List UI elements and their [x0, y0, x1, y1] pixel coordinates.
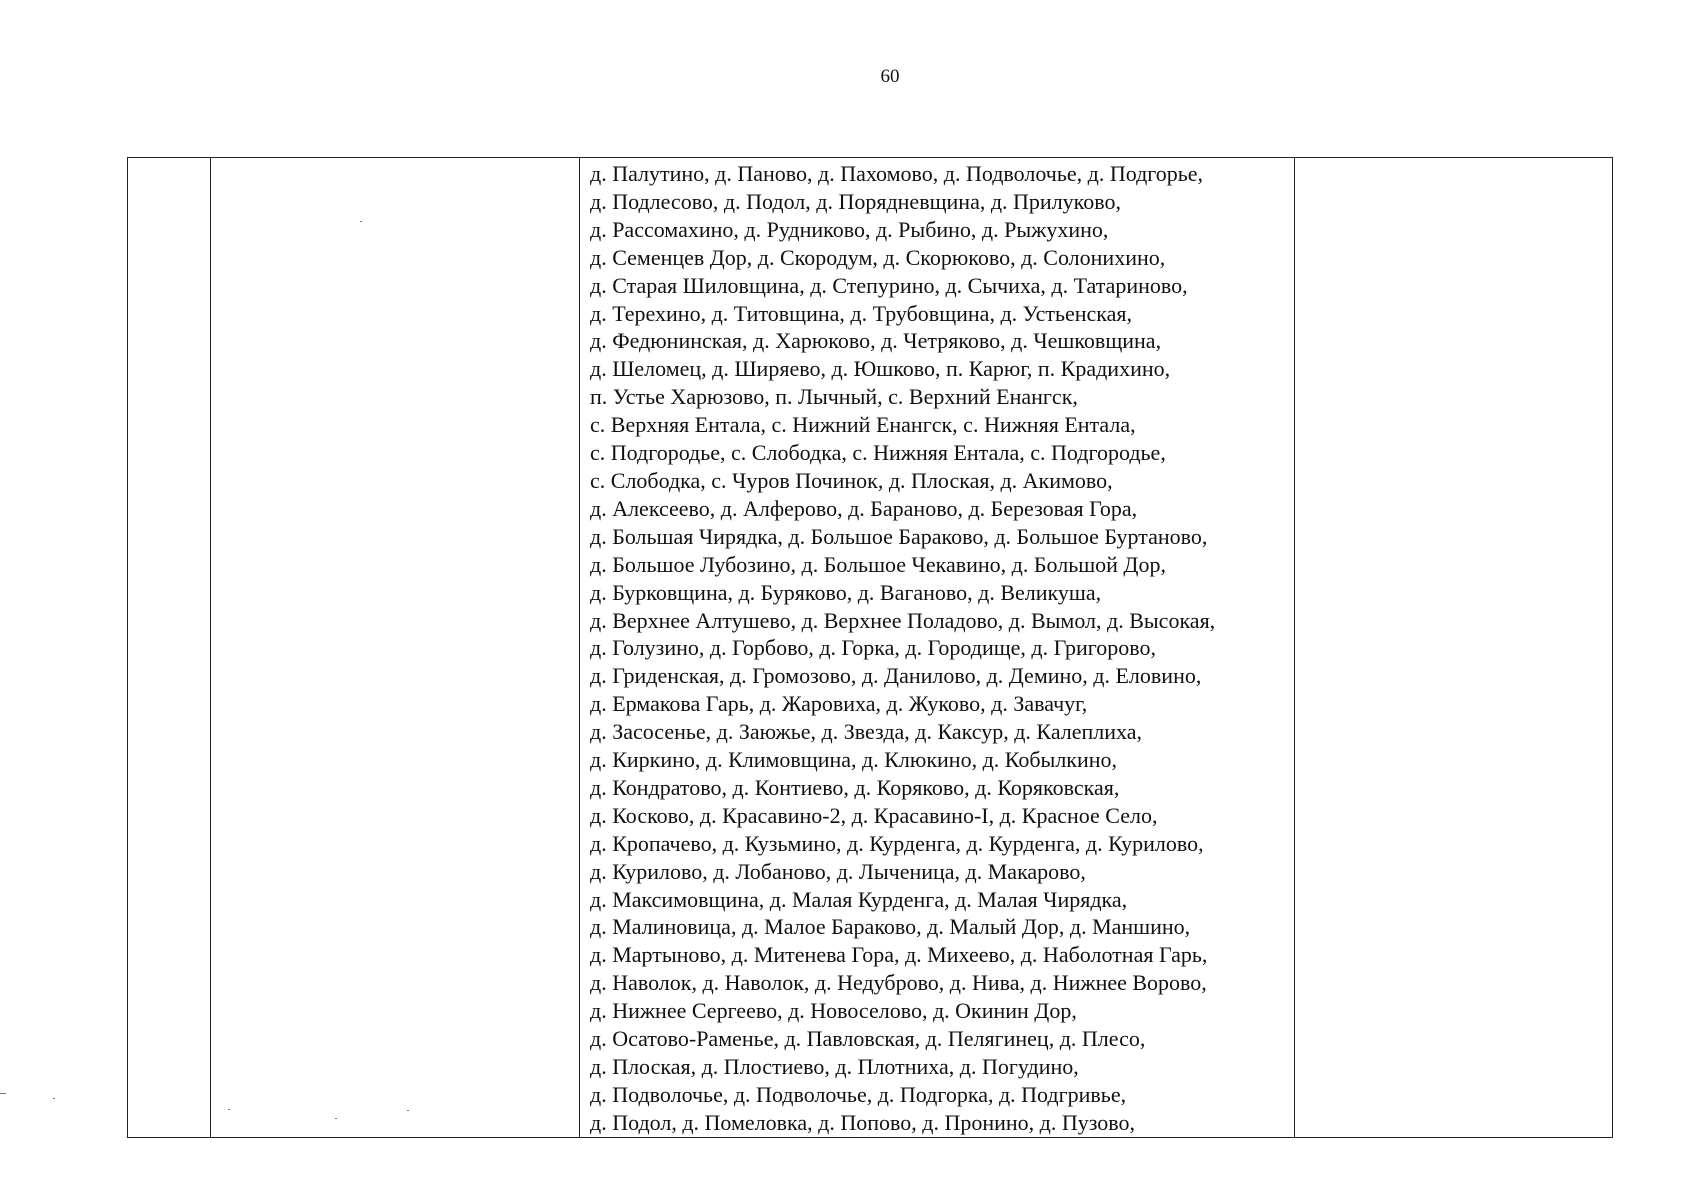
- settlement-list-line: д. Большое Лубозино, д. Большое Чекавино, д. Большой Дор,: [590, 551, 1166, 577]
- scan-speck: [407, 1110, 409, 1111]
- settlement-list-line: д. Голузино, д. Горбово, д. Горка, д. Городище, д. Григорово,: [590, 635, 1156, 661]
- settlement-list-line: п. Устье Харюзово, п. Лычный, с. Верхний Енангск,: [590, 384, 1078, 410]
- table-cell-index: [128, 158, 211, 1138]
- settlement-list-line: с. Верхняя Ентала, с. Нижний Енангск, с. Нижняя Ентала,: [590, 412, 1136, 438]
- table-cell-notes: [1295, 158, 1613, 1138]
- settlement-list-line: д. Осатово-Раменье, д. Павловская, д. Пелягинец, д. Плесо,: [590, 1026, 1146, 1052]
- settlement-list-line: д. Рассомахино, д. Рудниково, д. Рыбино, д. Рыжухино,: [590, 216, 1109, 242]
- settlement-list-line: д. Гриденская, д. Громозово, д. Данилово, д. Демино, д. Еловино,: [590, 663, 1202, 689]
- settlement-list-line: д. Семенцев Дор, д. Скородум, д. Скорюково, д. Солонихино,: [590, 244, 1166, 270]
- settlement-list-line: д. Верхнее Алтушево, д. Верхнее Поладово, д. Вымол, д. Высокая,: [590, 607, 1216, 633]
- settlement-list-line: д. Терехино, д. Титовщина, д. Трубовщина, д. Устьенская,: [590, 300, 1133, 326]
- settlement-list-line: с. Слободка, с. Чуров Починок, д. Плоская, д. Акимово,: [590, 467, 1113, 493]
- settlement-list-line: д. Нижнее Сергеево, д. Новоселово, д. Окинин Дор,: [590, 998, 1077, 1024]
- settlement-list-line: д. Киркино, д. Климовщина, д. Клюкино, д. Кобылкино,: [590, 747, 1118, 773]
- settlement-list-line: д. Ермакова Гарь, д. Жаровиха, д. Жуково, д. Завачуг,: [590, 691, 1088, 717]
- settlement-list-line: д. Алексеево, д. Алферово, д. Бараново, д. Березовая Гора,: [590, 495, 1138, 521]
- document-table: [127, 157, 1613, 1138]
- settlement-list-line: д. Косково, д. Красавино-2, д. Красавино-I, д. Красное Село,: [590, 802, 1158, 828]
- settlement-list-line: д. Подлесово, д. Подол, д. Порядневщина, д. Прилуково,: [590, 188, 1121, 214]
- settlement-list-line: д. Шеломец, д. Ширяево, д. Юшково, п. Карюг, п. Крадихино,: [590, 356, 1171, 382]
- settlement-list-line: с. Подгородье, с. Слободка, с. Нижняя Ентала, с. Подгородье,: [590, 440, 1166, 466]
- settlement-list-line: д. Кондратово, д. Контиево, д. Коряково, д. Коряковская,: [590, 774, 1120, 800]
- scan-speck: [53, 1098, 55, 1099]
- settlement-list-line: д. Наволок, д. Наволок, д. Недуброво, д. Нива, д. Нижнее Ворово,: [590, 970, 1207, 996]
- settlement-list-line: д. Мартыново, д. Митенева Гора, д. Михеево, д. Наболотная Гарь,: [590, 942, 1208, 968]
- scan-speck: [360, 221, 362, 222]
- settlement-list-line: д. Плоская, д. Плостиево, д. Плотниха, д. Погудино,: [590, 1054, 1079, 1079]
- settlement-list-line: д. Максимовщина, д. Малая Курденга, д. Малая Чирядка,: [590, 886, 1128, 912]
- settlement-list-line: д. Подволочье, д. Подволочье, д. Подгорка, д. Подгривье,: [590, 1081, 1127, 1107]
- table-cell-name: [211, 158, 580, 1138]
- settlement-list-line: д. Старая Шиловщина, д. Степурино, д. Сычиха, д. Татариново,: [590, 272, 1188, 298]
- settlement-list-line: д. Засосенье, д. Заюжье, д. Звезда, д. Каксур, д. Калеплиха,: [590, 719, 1143, 745]
- settlement-list-line: д. Большая Чирядка, д. Большое Бараково, д. Большое Буртаново,: [590, 523, 1208, 549]
- settlement-list-line: д. Бурковщина, д. Буряково, д. Ваганово, д. Великуша,: [590, 579, 1102, 605]
- settlement-list-line: д. Курилово, д. Лобаново, д. Лыченица, д. Макарово,: [590, 858, 1086, 884]
- page-number: 60: [880, 66, 900, 87]
- settlement-list-line: д. Федюнинская, д. Харюково, д. Четряково, д. Чешковщина,: [590, 328, 1162, 354]
- settlement-list-line: д. Малиновица, д. Малое Бараково, д. Малый Дор, д. Маншино,: [590, 914, 1191, 940]
- table-row: [128, 158, 1613, 1138]
- settlement-list-line: д. Палутино, д. Паново, д. Пахомово, д. Подволочье, д. Подгорье,: [590, 161, 1204, 186]
- scan-speck: [335, 1118, 337, 1119]
- settlement-list-line: д. Подол, д. Помеловка, д. Попово, д. Пронино, д. Пузово,: [590, 1109, 1136, 1135]
- settlement-list-line: д. Кропачево, д. Кузьмино, д. Курденга, д. Курденга, д. Курилово,: [590, 830, 1204, 856]
- scan-speck: [0, 1093, 6, 1094]
- settlement-list-cell: [580, 158, 1295, 1138]
- scan-speck: [228, 1109, 230, 1110]
